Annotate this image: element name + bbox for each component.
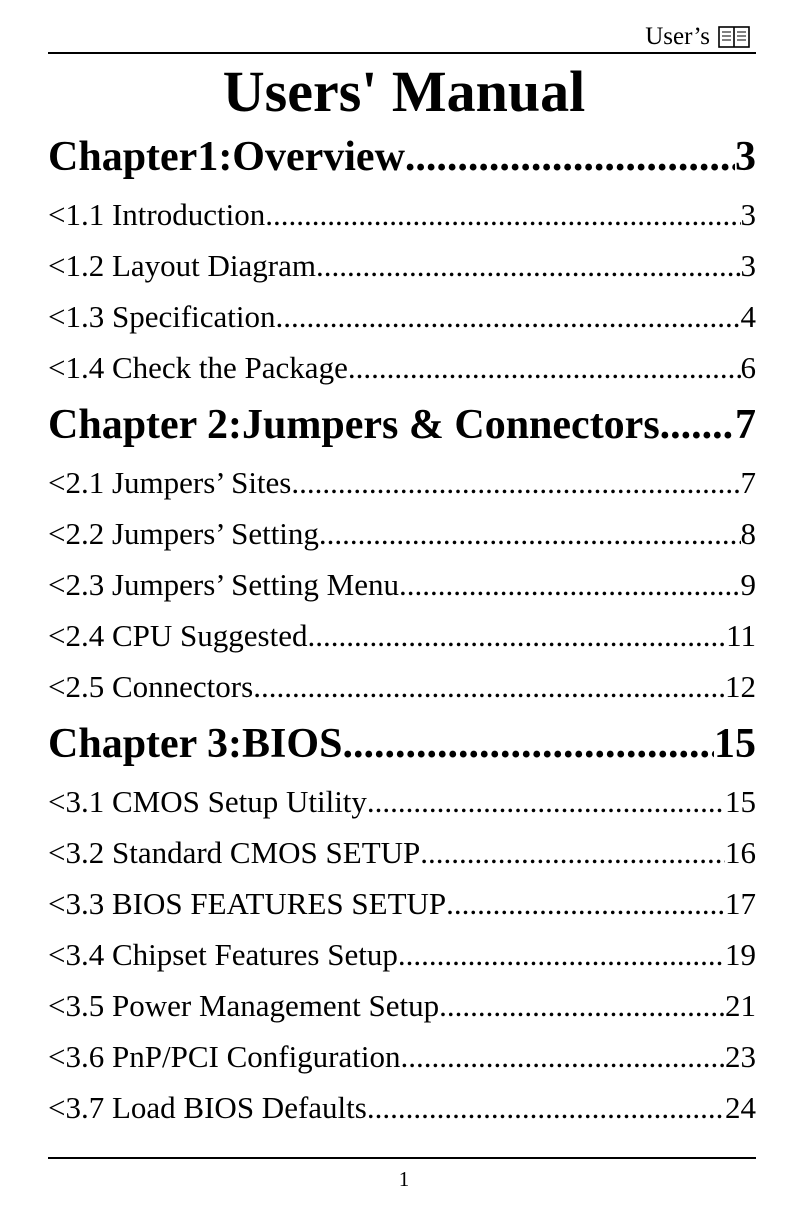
toc-dot-leader [401, 1031, 726, 1082]
toc-entry-title: <2.4 CPU Suggested [48, 618, 308, 653]
toc-dot-leader [446, 878, 725, 929]
toc-entry-title: Chapter 2:Jumpers & Connectors [48, 402, 660, 448]
toc-entry-title: <1.3 Specification [48, 299, 276, 334]
toc-page-number: 24 [725, 1090, 756, 1125]
page-number: 1 [398, 1167, 410, 1191]
footer-rule [48, 1157, 756, 1159]
toc-dot-leader [307, 610, 726, 661]
toc-entry-title: <2.1 Jumpers’ Sites [48, 465, 292, 500]
toc-entry-title: <2.3 Jumpers’ Setting Menu [48, 567, 399, 602]
toc-page-number: 11 [726, 618, 756, 653]
toc-page-number: 19 [725, 937, 756, 972]
book-icon [718, 25, 750, 49]
toc-dot-leader [405, 125, 735, 189]
table-of-contents [48, 125, 756, 1133]
toc-dot-leader [420, 827, 725, 878]
toc-page-number: 21 [725, 988, 756, 1023]
toc-page-number: 7 [735, 402, 756, 448]
toc-section-entry[interactable] [48, 1082, 756, 1133]
toc-page-number: 3 [735, 134, 756, 180]
toc-entry-title: <2.2 Jumpers’ Setting [48, 516, 319, 551]
toc-page-number: 7 [740, 465, 756, 500]
toc-section-entry[interactable] [48, 1031, 756, 1082]
toc-section-entry[interactable] [48, 980, 756, 1031]
toc-section-entry[interactable] [48, 457, 756, 508]
toc-dot-leader [342, 712, 714, 776]
toc-page-number: 15 [714, 721, 756, 767]
toc-section-entry[interactable] [48, 508, 756, 559]
toc-dot-leader [348, 342, 741, 393]
toc-entry-title: <3.2 Standard CMOS SETUP [48, 835, 421, 870]
running-header-title: User’s [645, 23, 710, 50]
toc-entry-title: <3.1 CMOS Setup Utility [48, 784, 367, 819]
toc-page-number: 12 [725, 669, 756, 704]
toc-dot-leader [367, 776, 725, 827]
toc-section-entry[interactable] [48, 240, 756, 291]
toc-page-number: 17 [725, 886, 756, 921]
toc-section-entry[interactable] [48, 878, 756, 929]
toc-entry-title: Chapter1:Overview [48, 134, 405, 180]
running-header [48, 16, 756, 54]
toc-entry-title: <3.4 Chipset Features Setup [48, 937, 398, 972]
toc-chapter-entry[interactable] [48, 125, 756, 189]
toc-chapter-entry[interactable] [48, 393, 756, 457]
toc-section-entry[interactable] [48, 342, 756, 393]
running-header-text [645, 22, 750, 52]
toc-section-entry[interactable] [48, 559, 756, 610]
toc-dot-leader [253, 661, 725, 712]
toc-section-entry[interactable] [48, 776, 756, 827]
toc-section-entry[interactable] [48, 827, 756, 878]
toc-entry-title: <3.7 Load BIOS Defaults [48, 1090, 367, 1125]
toc-section-entry[interactable] [48, 610, 756, 661]
toc-entry-title: <1.2 Layout Diagram [48, 248, 316, 283]
toc-page-number: 9 [740, 567, 756, 602]
toc-dot-leader [316, 240, 741, 291]
toc-dot-leader [367, 1082, 725, 1133]
toc-page-number: 23 [725, 1039, 756, 1074]
toc-chapter-entry[interactable] [48, 712, 756, 776]
toc-section-entry[interactable] [48, 291, 756, 342]
toc-page-number: 8 [740, 516, 756, 551]
toc-page-number: 4 [740, 299, 756, 334]
toc-entry-title: <3.5 Power Management Setup [48, 988, 440, 1023]
manual-title: Users' Manual [222, 59, 586, 124]
toc-dot-leader [660, 393, 735, 457]
toc-dot-leader [276, 291, 741, 342]
toc-entry-title: <3.3 BIOS FEATURES SETUP [48, 886, 447, 921]
toc-page-number: 15 [725, 784, 756, 819]
toc-page-number: 3 [740, 248, 756, 283]
toc-section-entry[interactable] [48, 189, 756, 240]
toc-page-number: 3 [740, 197, 756, 232]
toc-entry-title: <1.4 Check the Package [48, 350, 348, 385]
toc-section-entry[interactable] [48, 929, 756, 980]
toc-dot-leader [291, 457, 740, 508]
toc-dot-leader [439, 980, 725, 1031]
toc-entry-title: <2.5 Connectors [48, 669, 254, 704]
toc-entry-title: Chapter 3:BIOS [48, 721, 343, 767]
toc-dot-leader [319, 508, 741, 559]
toc-section-entry[interactable] [48, 661, 756, 712]
toc-entry-title: <1.1 Introduction [48, 197, 266, 232]
toc-dot-leader [265, 189, 740, 240]
toc-page-number: 6 [740, 350, 756, 385]
toc-page-number: 16 [725, 835, 756, 870]
toc-entry-title: <3.6 PnP/PCI Configuration [48, 1039, 401, 1074]
toc-dot-leader [399, 559, 741, 610]
toc-dot-leader [398, 929, 725, 980]
